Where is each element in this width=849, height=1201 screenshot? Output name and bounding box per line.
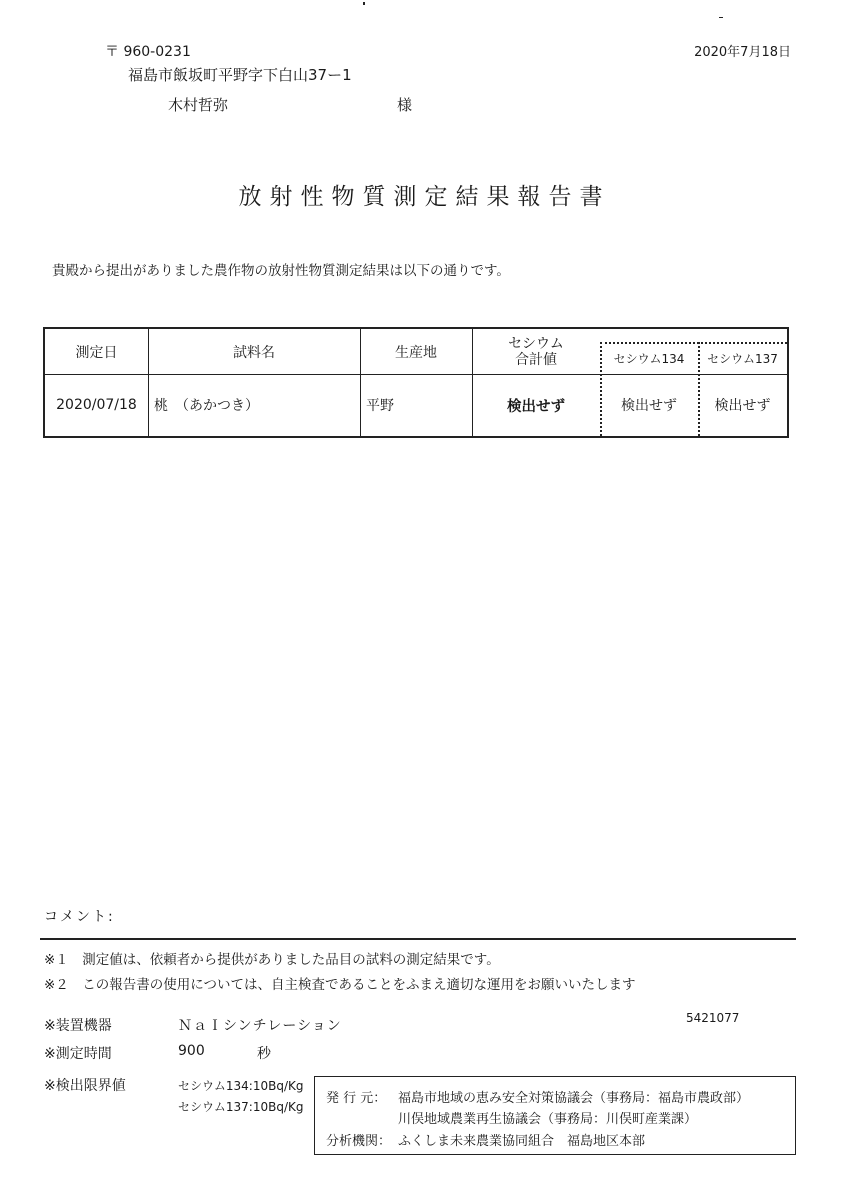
publisher-1: 福島市地域の恵み安全対策協議会（事務局：福島市農政部） [398, 1091, 750, 1106]
limit-cs137: セシウム137:10Bq/Kg [178, 1100, 304, 1114]
publisher-label: 発 行 元： [326, 1091, 387, 1106]
section-rule [40, 938, 796, 940]
row-cs137: 検出せず [714, 398, 771, 414]
document-id: 5421077 [686, 1011, 740, 1025]
time-unit: 秒 [257, 1046, 271, 1062]
note-2: ※２ この報告書の使用については、自主検査であることをふまえ適切な運用をお願いいたします [44, 977, 636, 993]
header-sample: 試料名 [233, 344, 275, 361]
recipient-address: 福島市飯坂町平野字下白山37ー1 [128, 66, 352, 84]
header-cesium-total-line1: セシウム [508, 335, 564, 352]
time-label: ※測定時間 [44, 1046, 112, 1062]
row-date: 2020/07/18 [56, 397, 137, 413]
issue-date: 2020年7月18日 [694, 45, 791, 60]
limit-label: ※検出限界値 [44, 1078, 126, 1094]
intro-text: 貴殿から提出がありました農作物の放射性物質測定結果は以下の通りです。 [52, 263, 510, 279]
analyzer-label: 分析機関： [326, 1134, 392, 1149]
header-date: 測定日 [75, 344, 118, 361]
recipient-name: 木村哲弥 [168, 96, 229, 114]
header-cs134: セシウム134 [613, 351, 685, 366]
header-cesium-total-line2: 合計値 [515, 351, 557, 368]
device-value: ＮａＩシンチレーション [178, 1018, 342, 1034]
publisher-2: 川俣地域農業再生協議会（事務局：川俣町産業課） [398, 1112, 698, 1127]
header-cesium-total [472, 329, 600, 374]
scan-speck [719, 17, 723, 18]
comment-label: コメント: [44, 909, 115, 925]
analyzer: ふくしま未来農業協同組合 福島地区本部 [398, 1134, 646, 1149]
honorific: 様 [397, 96, 413, 114]
device-label: ※装置機器 [44, 1018, 112, 1034]
note-1: ※１ 測定値は、依頼者から提供がありました品目の試料の測定結果です。 [44, 952, 500, 968]
results-table [43, 327, 789, 438]
issuer-box [314, 1076, 796, 1155]
row-origin: 平野 [366, 398, 394, 414]
time-value: 900 [178, 1043, 205, 1059]
row-cs134: 検出せず [621, 398, 677, 414]
row-sample: 桃 （あかつき） [154, 398, 259, 414]
postal-code: 〒 960-0231 [105, 44, 191, 60]
row-cesium-total: 検出せず [507, 398, 565, 415]
scan-speck [363, 2, 365, 5]
limit-cs134: セシウム134:10Bq/Kg [178, 1079, 304, 1093]
header-origin: 生産地 [395, 344, 437, 361]
report-title: 放射性物質測定結果報告書 [238, 184, 611, 210]
header-cs137: セシウム137 [707, 351, 778, 366]
